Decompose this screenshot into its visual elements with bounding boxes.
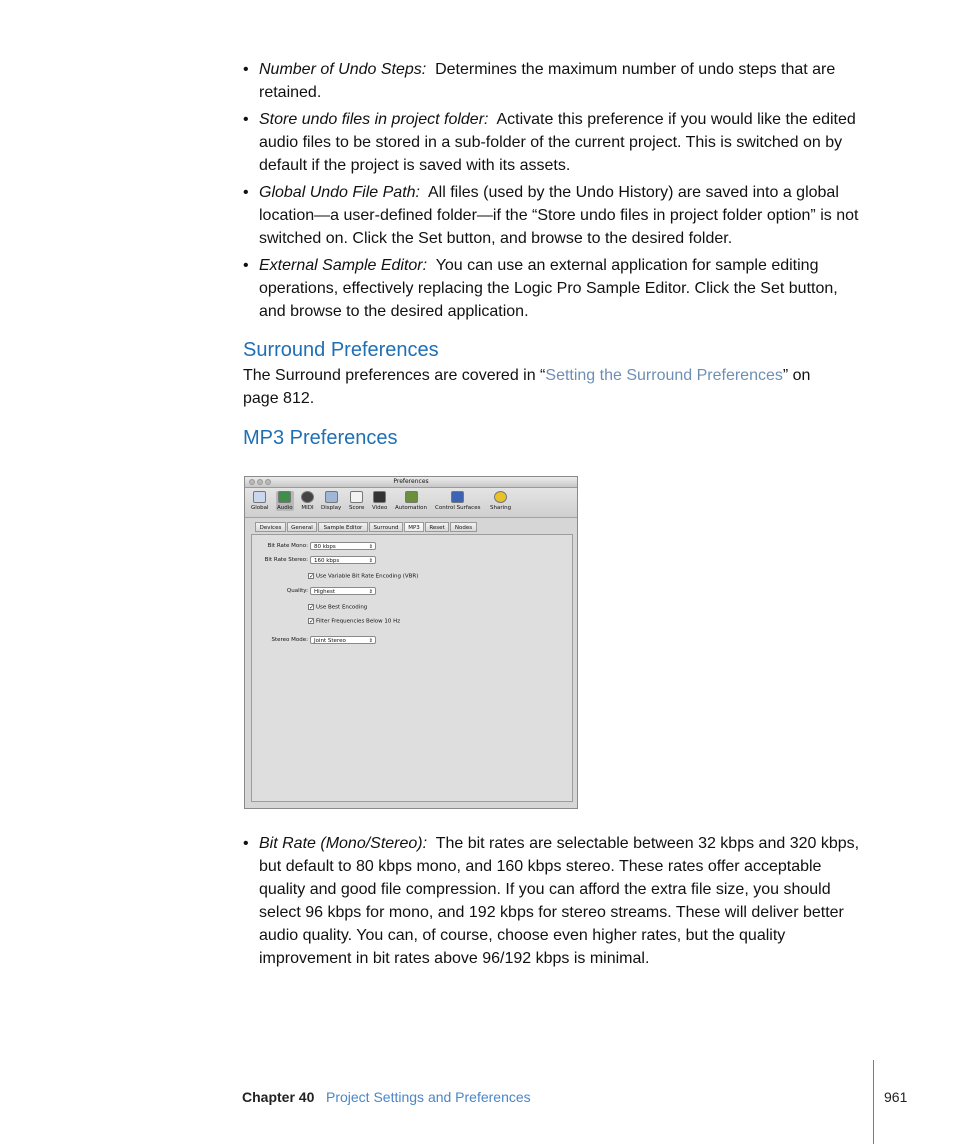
tab-nodes[interactable]: Nodes (450, 522, 477, 532)
sharing-icon (494, 491, 507, 503)
tab-mp3[interactable]: MP3 (404, 522, 424, 532)
surround-paragraph: The Surround preferences are covered in “Setting the Surround Preferences” on page 812. (243, 367, 811, 407)
toolbar-global[interactable]: Global (251, 491, 269, 511)
checkmark-icon: ✓ (309, 604, 315, 611)
stereo-mode-popup[interactable]: Joint Stereo ⇕ (310, 636, 376, 644)
mp3-settings-panel (251, 534, 573, 802)
bottom-bullet-list (243, 832, 863, 974)
bullet-bit-rate: • Bit Rate (Mono/Stereo): The bit rates are selectable between 32 kbps and 320 kbps, but default to 80 kbps mono, and 160 kbps stereo. These rates offer acceptable quality and good file compression. If you can afford the extra file size, you should select 96 kbps for mono, and 192 kbps for stereo streams. These will deliver better audio quality. You can, of course, choose even higher rates, but the quality improvement in bit rates above 96/192 kbps is minimal. (243, 832, 863, 970)
vbr-checkbox[interactable]: ✓ Use Variable Bit Rate Encoding (VBR) (309, 573, 419, 580)
best-encoding-checkbox[interactable]: ✓ Use Best Encoding (309, 604, 368, 611)
bullet-undo-steps: • Number of Undo Steps: Determines the maximum number of undo steps that are retained. (243, 58, 863, 104)
footer-divider (873, 1060, 874, 1144)
footer-chapter: Chapter 40 (242, 1089, 315, 1105)
toolbar-sharing[interactable]: Sharing (490, 491, 511, 511)
score-icon (350, 491, 363, 503)
global-icon (253, 491, 266, 503)
preferences-toolbar (245, 488, 577, 518)
quality-popup[interactable]: Highest ⇕ (310, 587, 376, 595)
top-bullet-list (243, 58, 863, 327)
display-icon (325, 491, 338, 503)
bullet-external-sample-editor: • External Sample Editor: You can use an external application for sample editing operations, effectively replacing the Logic Pro Sample Editor. Click the Set button, and browse to the desired application. (243, 254, 863, 323)
bit-rate-stereo-label: Bit Rate Stereo: (264, 557, 308, 563)
checkmark-icon: ✓ (309, 618, 315, 625)
minimize-light-icon (257, 479, 263, 485)
midi-icon (301, 491, 314, 503)
toolbar-automation[interactable]: Automation (395, 491, 427, 511)
popup-arrows-icon: ⇕ (368, 638, 373, 644)
automation-icon (405, 491, 418, 503)
popup-arrows-icon: ⇕ (368, 589, 373, 595)
bullet-global-undo-path: • Global Undo File Path: All files (used by the Undo History) are saved into a global location—a user-defined folder—if the “Store undo files in project folder option” is not switched on. Click the Set button, and browse to the desired folder. (243, 181, 863, 250)
toolbar-display[interactable]: Display (321, 491, 341, 511)
stereo-mode-label: Stereo Mode: (271, 637, 308, 643)
tab-devices[interactable]: Devices (255, 522, 286, 532)
window-titlebar (245, 477, 577, 488)
tab-general[interactable]: General (287, 522, 317, 532)
tab-sample-editor[interactable]: Sample Editor (318, 522, 368, 532)
bit-rate-mono-label: Bit Rate Mono: (267, 543, 308, 549)
page-number: 961 (884, 1089, 908, 1105)
control-surfaces-icon (451, 491, 464, 503)
window-title: Preferences (393, 478, 429, 485)
zoom-light-icon (265, 479, 271, 485)
filter-frequencies-checkbox[interactable]: ✓ Filter Frequencies Below 10 Hz (309, 618, 401, 625)
bit-rate-mono-popup[interactable]: 80 kbps ⇕ (310, 542, 376, 550)
toolbar-midi[interactable]: MIDI (301, 491, 314, 511)
popup-arrows-icon: ⇕ (368, 544, 373, 550)
surround-link[interactable]: Setting the Surround Preferences (545, 367, 783, 384)
popup-arrows-icon: ⇕ (368, 558, 373, 564)
bit-rate-stereo-popup[interactable]: 160 kbps ⇕ (310, 556, 376, 564)
mp3-heading: MP3 Preferences (243, 427, 398, 449)
video-icon (373, 491, 386, 503)
checkmark-icon: ✓ (309, 573, 315, 580)
toolbar-control-surfaces[interactable]: Control Surfaces (435, 491, 480, 511)
tab-surround[interactable]: Surround (369, 522, 403, 532)
surround-heading: Surround Preferences (243, 339, 439, 361)
quality-label: Quality: (286, 588, 308, 594)
toolbar-audio[interactable]: Audio (276, 491, 294, 511)
footer-chapter-title[interactable]: Project Settings and Preferences (326, 1089, 531, 1105)
audio-icon (278, 491, 291, 503)
tab-reset[interactable]: Reset (425, 522, 449, 532)
close-light-icon (249, 479, 255, 485)
toolbar-score[interactable]: Score (349, 491, 364, 511)
toolbar-video[interactable]: Video (372, 491, 387, 511)
preferences-screenshot (244, 476, 578, 809)
bullet-store-undo-files: • Store undo files in project folder: Activate this preference if you would like the edited audio files to be stored in a sub-folder of the current project. This is switched on by default if the project is saved with its assets. (243, 108, 863, 177)
